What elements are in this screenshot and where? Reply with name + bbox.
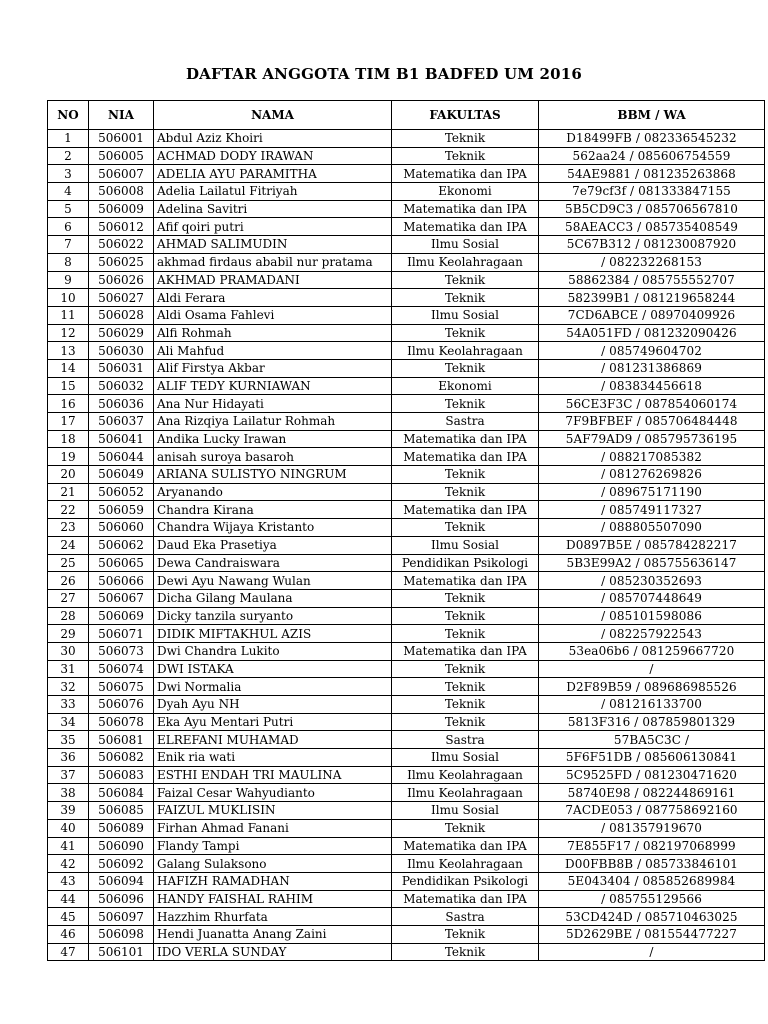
table-row [48, 395, 765, 413]
cell-no: 10 [48, 289, 89, 307]
table-row [48, 749, 765, 767]
cell-nama: DWI ISTAKA [154, 660, 392, 678]
table-row [48, 908, 765, 926]
cell-bbm-wa: 582399B1 / 081219658244 [539, 289, 765, 307]
cell-bbm-wa: 57BA5C3C / [539, 731, 765, 749]
cell-no: 8 [48, 253, 89, 271]
cell-nama: Dicha Gilang Maulana [154, 589, 392, 607]
table-row [48, 713, 765, 731]
cell-nama: DIDIK MIFTAKHUL AZIS [154, 625, 392, 643]
cell-bbm-wa: / 085101598086 [539, 607, 765, 625]
cell-bbm-wa: / 085755129566 [539, 890, 765, 908]
cell-fakultas: Teknik [392, 713, 539, 731]
cell-fakultas: Teknik [392, 589, 539, 607]
table-row [48, 519, 765, 537]
cell-nama: Dewi Ayu Nawang Wulan [154, 572, 392, 590]
cell-bbm-wa: 7CD6ABCE / 08970409926 [539, 306, 765, 324]
cell-no: 32 [48, 678, 89, 696]
cell-fakultas: Teknik [392, 678, 539, 696]
cell-fakultas: Teknik [392, 130, 539, 148]
cell-nama: Galang Sulaksono [154, 855, 392, 873]
cell-nama: anisah suroya basaroh [154, 448, 392, 466]
cell-bbm-wa: / 088805507090 [539, 519, 765, 537]
cell-nama: Adelia Lailatul Fitriyah [154, 183, 392, 201]
cell-bbm-wa: / 081357919670 [539, 819, 765, 837]
cell-nama: HAFIZH RAMADHAN [154, 872, 392, 890]
header-nama: NAMA [154, 101, 392, 130]
table-row [48, 271, 765, 289]
cell-nia: 506081 [89, 731, 154, 749]
cell-fakultas: Matematika dan IPA [392, 200, 539, 218]
cell-bbm-wa: / 085230352693 [539, 572, 765, 590]
cell-nia: 506026 [89, 271, 154, 289]
table-row [48, 642, 765, 660]
cell-bbm-wa: 5813F316 / 087859801329 [539, 713, 765, 731]
cell-fakultas: Ilmu Sosial [392, 536, 539, 554]
cell-bbm-wa: 56CE3F3C / 087854060174 [539, 395, 765, 413]
cell-nama: IDO VERLA SUNDAY [154, 943, 392, 961]
cell-fakultas: Matematika dan IPA [392, 572, 539, 590]
cell-no: 40 [48, 819, 89, 837]
cell-nia: 506082 [89, 749, 154, 767]
cell-fakultas: Matematika dan IPA [392, 890, 539, 908]
cell-no: 31 [48, 660, 89, 678]
cell-nama: Aldi Osama Fahlevi [154, 306, 392, 324]
cell-nama: Chandra Wijaya Kristanto [154, 519, 392, 537]
cell-nama: AKHMAD PRAMADANI [154, 271, 392, 289]
cell-nia: 506007 [89, 165, 154, 183]
cell-nia: 506071 [89, 625, 154, 643]
cell-nia: 506030 [89, 342, 154, 360]
cell-nia: 506009 [89, 200, 154, 218]
cell-nama: Afif qoiri putri [154, 218, 392, 236]
cell-nia: 506037 [89, 413, 154, 431]
header-fakultas: FAKULTAS [392, 101, 539, 130]
cell-fakultas: Teknik [392, 925, 539, 943]
cell-fakultas: Teknik [392, 819, 539, 837]
cell-nia: 506032 [89, 377, 154, 395]
table-row [48, 236, 765, 254]
cell-nama: Hazzhim Rhurfata [154, 908, 392, 926]
cell-bbm-wa: 5E043404 / 085852689984 [539, 872, 765, 890]
cell-nama: Firhan Ahmad Fanani [154, 819, 392, 837]
cell-nama: Alif Firstya Akbar [154, 359, 392, 377]
cell-nia: 506096 [89, 890, 154, 908]
cell-fakultas: Matematika dan IPA [392, 837, 539, 855]
cell-no: 4 [48, 183, 89, 201]
cell-bbm-wa: D18499FB / 082336545232 [539, 130, 765, 148]
cell-bbm-wa: / 085749604702 [539, 342, 765, 360]
cell-bbm-wa: 53CD424D / 085710463025 [539, 908, 765, 926]
table-row [48, 625, 765, 643]
cell-nia: 506031 [89, 359, 154, 377]
cell-bbm-wa: 5B3E99A2 / 085755636147 [539, 554, 765, 572]
cell-fakultas: Teknik [392, 660, 539, 678]
cell-bbm-wa: / 082232268153 [539, 253, 765, 271]
cell-no: 19 [48, 448, 89, 466]
table-row [48, 165, 765, 183]
cell-no: 6 [48, 218, 89, 236]
cell-nama: ALIF TEDY KURNIAWAN [154, 377, 392, 395]
table-row [48, 306, 765, 324]
cell-bbm-wa: 53ea06b6 / 081259667720 [539, 642, 765, 660]
cell-no: 27 [48, 589, 89, 607]
cell-no: 33 [48, 696, 89, 714]
cell-nia: 506066 [89, 572, 154, 590]
cell-bbm-wa: 58862384 / 085755552707 [539, 271, 765, 289]
cell-fakultas: Ilmu Sosial [392, 306, 539, 324]
cell-nama: FAIZUL MUKLISIN [154, 802, 392, 820]
table-row [48, 218, 765, 236]
cell-no: 47 [48, 943, 89, 961]
table-row [48, 660, 765, 678]
cell-no: 2 [48, 147, 89, 165]
cell-nia: 506073 [89, 642, 154, 660]
cell-nama: Eka Ayu Mentari Putri [154, 713, 392, 731]
table-row [48, 289, 765, 307]
cell-no: 3 [48, 165, 89, 183]
cell-fakultas: Sastra [392, 731, 539, 749]
cell-nama: Adelina Savitri [154, 200, 392, 218]
cell-bbm-wa: / 085749117327 [539, 501, 765, 519]
cell-no: 45 [48, 908, 89, 926]
cell-nama: Ali Mahfud [154, 342, 392, 360]
table-row [48, 253, 765, 271]
cell-fakultas: Matematika dan IPA [392, 218, 539, 236]
cell-nama: Ana Nur Hidayati [154, 395, 392, 413]
cell-fakultas: Teknik [392, 483, 539, 501]
cell-no: 43 [48, 872, 89, 890]
cell-nia: 506084 [89, 784, 154, 802]
cell-no: 21 [48, 483, 89, 501]
cell-no: 29 [48, 625, 89, 643]
cell-nia: 506076 [89, 696, 154, 714]
cell-bbm-wa: / 082257922543 [539, 625, 765, 643]
cell-bbm-wa: 54AE9881 / 081235263868 [539, 165, 765, 183]
table-row [48, 819, 765, 837]
cell-no: 25 [48, 554, 89, 572]
cell-nia: 506044 [89, 448, 154, 466]
table-row [48, 413, 765, 431]
cell-bbm-wa: 58740E98 / 082244869161 [539, 784, 765, 802]
cell-no: 37 [48, 766, 89, 784]
table-body [48, 130, 765, 961]
cell-nama: Flandy Tampi [154, 837, 392, 855]
cell-nia: 506028 [89, 306, 154, 324]
cell-no: 5 [48, 200, 89, 218]
cell-nia: 506101 [89, 943, 154, 961]
table-row [48, 342, 765, 360]
cell-nama: Hendi Juanatta Anang Zaini [154, 925, 392, 943]
cell-nia: 506090 [89, 837, 154, 855]
cell-fakultas: Pendidikan Psikologi [392, 872, 539, 890]
cell-bbm-wa: 5C9525FD / 081230471620 [539, 766, 765, 784]
cell-nia: 506022 [89, 236, 154, 254]
cell-nia: 506094 [89, 872, 154, 890]
cell-no: 1 [48, 130, 89, 148]
cell-fakultas: Teknik [392, 324, 539, 342]
cell-nama: Aryanando [154, 483, 392, 501]
cell-nama: Daud Eka Prasetiya [154, 536, 392, 554]
table-row [48, 943, 765, 961]
cell-fakultas: Sastra [392, 413, 539, 431]
cell-nia: 506008 [89, 183, 154, 201]
cell-fakultas: Teknik [392, 943, 539, 961]
cell-nama: ADELIA AYU PARAMITHA [154, 165, 392, 183]
cell-bbm-wa: 5F6F51DB / 085606130841 [539, 749, 765, 767]
table-row [48, 589, 765, 607]
table-row [48, 466, 765, 484]
cell-no: 46 [48, 925, 89, 943]
cell-nama: Alfi Rohmah [154, 324, 392, 342]
cell-fakultas: Teknik [392, 359, 539, 377]
cell-bbm-wa: 54A051FD / 081232090426 [539, 324, 765, 342]
cell-nia: 506085 [89, 802, 154, 820]
member-table [47, 100, 765, 961]
table-row [48, 359, 765, 377]
cell-nia: 506069 [89, 607, 154, 625]
cell-no: 36 [48, 749, 89, 767]
cell-nia: 506059 [89, 501, 154, 519]
table-row [48, 483, 765, 501]
cell-bbm-wa: 7F9BFBEF / 085706484448 [539, 413, 765, 431]
cell-bbm-wa: D0897B5E / 085784282217 [539, 536, 765, 554]
cell-nia: 506065 [89, 554, 154, 572]
cell-fakultas: Ilmu Sosial [392, 236, 539, 254]
cell-bbm-wa: D00FBB8B / 085733846101 [539, 855, 765, 873]
cell-nama: ACHMAD DODY IRAWAN [154, 147, 392, 165]
cell-bbm-wa: / [539, 660, 765, 678]
cell-fakultas: Teknik [392, 625, 539, 643]
cell-nama: Dwi Chandra Lukito [154, 642, 392, 660]
cell-nama: akhmad firdaus ababil nur pratama [154, 253, 392, 271]
cell-no: 12 [48, 324, 89, 342]
cell-no: 41 [48, 837, 89, 855]
cell-fakultas: Sastra [392, 908, 539, 926]
cell-nia: 506060 [89, 519, 154, 537]
cell-fakultas: Teknik [392, 607, 539, 625]
cell-nia: 506012 [89, 218, 154, 236]
cell-fakultas: Matematika dan IPA [392, 642, 539, 660]
cell-bbm-wa: / [539, 943, 765, 961]
cell-nia: 506041 [89, 430, 154, 448]
cell-fakultas: Matematika dan IPA [392, 448, 539, 466]
cell-bbm-wa: 5D2629BE / 081554477227 [539, 925, 765, 943]
cell-nama: Ana Rizqiya Lailatur Rohmah [154, 413, 392, 431]
cell-nia: 506005 [89, 147, 154, 165]
cell-nama: ESTHI ENDAH TRI MAULINA [154, 766, 392, 784]
cell-bbm-wa: 5C67B312 / 081230087920 [539, 236, 765, 254]
cell-no: 34 [48, 713, 89, 731]
table-row [48, 377, 765, 395]
header-nia: NIA [89, 101, 154, 130]
cell-no: 15 [48, 377, 89, 395]
cell-nama: Dewa Candraiswara [154, 554, 392, 572]
cell-nia: 506074 [89, 660, 154, 678]
cell-nama: Dyah Ayu NH [154, 696, 392, 714]
cell-nia: 506092 [89, 855, 154, 873]
cell-no: 22 [48, 501, 89, 519]
cell-nia: 506025 [89, 253, 154, 271]
table-row [48, 837, 765, 855]
table-row [48, 925, 765, 943]
cell-nama: Aldi Ferara [154, 289, 392, 307]
table-row [48, 890, 765, 908]
cell-no: 44 [48, 890, 89, 908]
cell-nama: Dwi Normalia [154, 678, 392, 696]
table-row [48, 536, 765, 554]
table-row [48, 802, 765, 820]
cell-bbm-wa: 562aa24 / 085606754559 [539, 147, 765, 165]
cell-nama: Dicky tanzila suryanto [154, 607, 392, 625]
cell-no: 11 [48, 306, 89, 324]
table-row [48, 448, 765, 466]
header-no: NO [48, 101, 89, 130]
document-title: DAFTAR ANGGOTA TIM B1 BADFED UM 2016 [185, 65, 583, 83]
table-header-row [48, 101, 765, 130]
cell-nia: 506098 [89, 925, 154, 943]
table-row [48, 872, 765, 890]
cell-bbm-wa: 5AF79AD9 / 085795736195 [539, 430, 765, 448]
cell-nama: Enik ria wati [154, 749, 392, 767]
cell-no: 13 [48, 342, 89, 360]
cell-fakultas: Teknik [392, 696, 539, 714]
cell-nama: Faizal Cesar Wahyudianto [154, 784, 392, 802]
cell-bbm-wa: 7e79cf3f / 081333847155 [539, 183, 765, 201]
cell-nama: Chandra Kirana [154, 501, 392, 519]
cell-fakultas: Ilmu Sosial [392, 749, 539, 767]
cell-no: 30 [48, 642, 89, 660]
cell-no: 20 [48, 466, 89, 484]
cell-no: 24 [48, 536, 89, 554]
cell-nia: 506036 [89, 395, 154, 413]
cell-bbm-wa: / 089675171190 [539, 483, 765, 501]
cell-nama: Abdul Aziz Khoiri [154, 130, 392, 148]
cell-nia: 506062 [89, 536, 154, 554]
cell-fakultas: Teknik [392, 395, 539, 413]
cell-bbm-wa: / 085707448649 [539, 589, 765, 607]
cell-nia: 506001 [89, 130, 154, 148]
table-row [48, 696, 765, 714]
cell-fakultas: Matematika dan IPA [392, 430, 539, 448]
cell-nia: 506083 [89, 766, 154, 784]
cell-bbm-wa: D2F89B59 / 089686985526 [539, 678, 765, 696]
cell-no: 9 [48, 271, 89, 289]
table-row [48, 501, 765, 519]
cell-bbm-wa: / 088217085382 [539, 448, 765, 466]
cell-fakultas: Ekonomi [392, 183, 539, 201]
header-bbm-wa: BBM / WA [539, 101, 765, 130]
cell-fakultas: Teknik [392, 271, 539, 289]
cell-nia: 506075 [89, 678, 154, 696]
table-row [48, 731, 765, 749]
cell-nama: HANDY FAISHAL RAHIM [154, 890, 392, 908]
cell-no: 23 [48, 519, 89, 537]
table-row [48, 200, 765, 218]
cell-fakultas: Ilmu Keolahragaan [392, 766, 539, 784]
cell-nama: AHMAD SALIMUDIN [154, 236, 392, 254]
cell-fakultas: Teknik [392, 519, 539, 537]
cell-bbm-wa: 5B5CD9C3 / 085706567810 [539, 200, 765, 218]
cell-nia: 506027 [89, 289, 154, 307]
table-row [48, 147, 765, 165]
cell-bbm-wa: 7ACDE053 / 087758692160 [539, 802, 765, 820]
cell-bbm-wa: / 081231386869 [539, 359, 765, 377]
table-row [48, 784, 765, 802]
cell-no: 18 [48, 430, 89, 448]
table-row [48, 324, 765, 342]
cell-no: 26 [48, 572, 89, 590]
cell-bbm-wa: 7E855F17 / 082197068999 [539, 837, 765, 855]
cell-nia: 506052 [89, 483, 154, 501]
cell-fakultas: Teknik [392, 147, 539, 165]
cell-no: 38 [48, 784, 89, 802]
table-row [48, 766, 765, 784]
table-row [48, 572, 765, 590]
cell-no: 16 [48, 395, 89, 413]
table-row [48, 183, 765, 201]
table-row [48, 130, 765, 148]
cell-fakultas: Teknik [392, 289, 539, 307]
cell-no: 35 [48, 731, 89, 749]
table-row [48, 430, 765, 448]
cell-no: 14 [48, 359, 89, 377]
cell-nia: 506078 [89, 713, 154, 731]
cell-bbm-wa: / 083834456618 [539, 377, 765, 395]
table-row [48, 678, 765, 696]
cell-fakultas: Ilmu Keolahragaan [392, 253, 539, 271]
cell-fakultas: Matematika dan IPA [392, 501, 539, 519]
cell-fakultas: Ilmu Keolahragaan [392, 342, 539, 360]
cell-bbm-wa: / 081216133700 [539, 696, 765, 714]
cell-nia: 506029 [89, 324, 154, 342]
table-row [48, 554, 765, 572]
cell-fakultas: Ilmu Keolahragaan [392, 855, 539, 873]
cell-nia: 506097 [89, 908, 154, 926]
cell-fakultas: Matematika dan IPA [392, 165, 539, 183]
cell-fakultas: Ilmu Sosial [392, 802, 539, 820]
cell-fakultas: Pendidikan Psikologi [392, 554, 539, 572]
cell-no: 42 [48, 855, 89, 873]
table-row [48, 855, 765, 873]
cell-nama: Andika Lucky Irawan [154, 430, 392, 448]
cell-fakultas: Ekonomi [392, 377, 539, 395]
cell-nama: ELREFANI MUHAMAD [154, 731, 392, 749]
cell-no: 39 [48, 802, 89, 820]
table-row [48, 607, 765, 625]
cell-bbm-wa: 58AEACC3 / 085735408549 [539, 218, 765, 236]
cell-fakultas: Teknik [392, 466, 539, 484]
cell-no: 28 [48, 607, 89, 625]
cell-nia: 506049 [89, 466, 154, 484]
cell-fakultas: Ilmu Keolahragaan [392, 784, 539, 802]
cell-nia: 506089 [89, 819, 154, 837]
cell-no: 17 [48, 413, 89, 431]
cell-bbm-wa: / 081276269826 [539, 466, 765, 484]
cell-nia: 506067 [89, 589, 154, 607]
cell-no: 7 [48, 236, 89, 254]
cell-nama: ARIANA SULISTYO NINGRUM [154, 466, 392, 484]
